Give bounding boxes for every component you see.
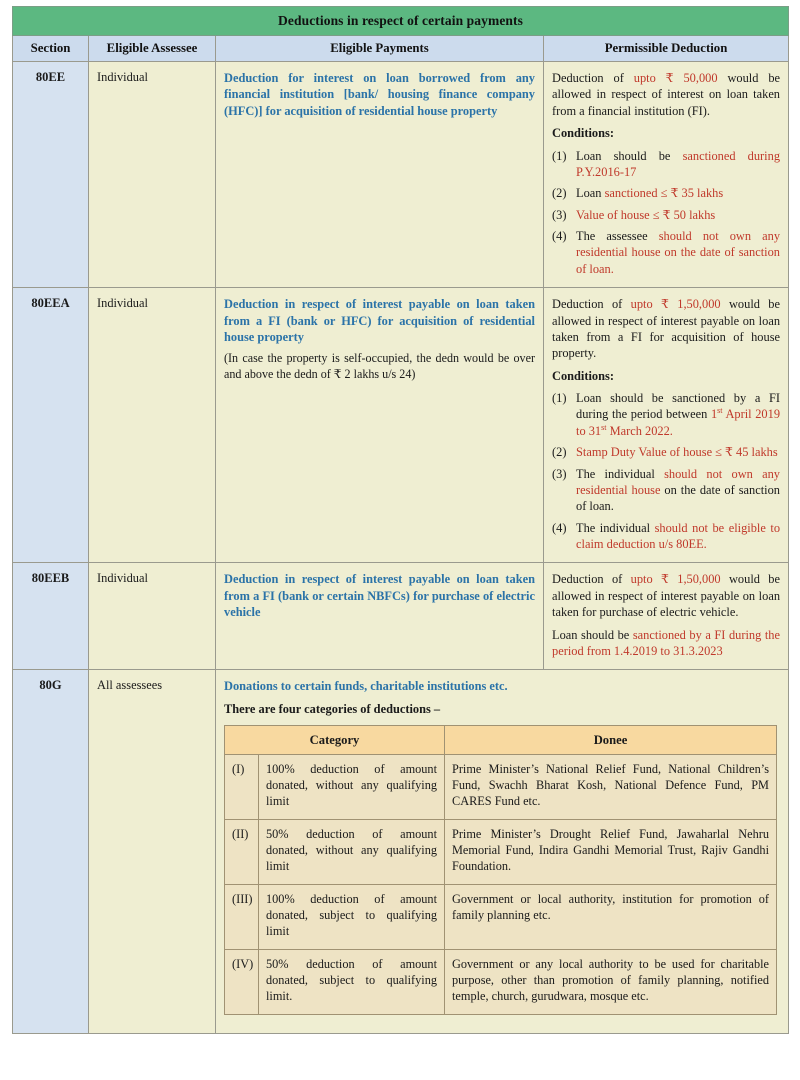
deduction-summary [552, 571, 780, 620]
deduction-intro: Deduction of [552, 71, 634, 85]
condition-highlight: 1st April 2019 to 31st March 2022. [576, 406, 781, 438]
superscript-ordinal: st [601, 422, 607, 432]
eligible-assessee: Individual [89, 62, 216, 288]
column-header-eligible-assessee: Eligible Assessee [89, 36, 216, 62]
column-header-section: Section [13, 36, 89, 62]
payments-heading: Deduction in respect of interest payable on loan taken from a FI (bank or certain NBFCs) for purchase of electric vehicle [224, 572, 535, 620]
deduction-extra-highlight: sanctioned by a FI during the period from 1.4.2019 to 31.3.2023 [552, 627, 781, 658]
deduction-intro: Deduction of [552, 297, 631, 312]
section-code: 80G [13, 670, 89, 1034]
column-header-permissible-deduction: Permissible Deduction [544, 36, 789, 62]
eligible-payments [216, 62, 544, 288]
condition-highlight: should not own any residential house [576, 466, 780, 497]
condition-item [552, 466, 780, 515]
category-description: 50% deduction of amount donated, without any qualifying limit [259, 820, 445, 885]
inner-column-header-category: Category [225, 726, 445, 755]
condition-marker: (2) [552, 186, 567, 201]
condition-item [552, 228, 780, 277]
deductions-table [12, 6, 789, 1034]
eligible-payments [216, 288, 544, 563]
payments-heading: Deduction in respect of interest payable on loan taken from a FI (bank or HFC) for acquisition of residential house property [224, 297, 535, 344]
condition-text [576, 466, 780, 515]
inner-table-head [225, 726, 777, 755]
payments-heading: Donations to certain funds, charitable institutions etc. [224, 679, 508, 694]
inner-table-row [225, 755, 777, 820]
condition-marker: (4) [552, 520, 567, 535]
table-title-row [13, 7, 789, 36]
table-head [13, 7, 789, 62]
inner-header-row [225, 726, 777, 755]
condition-item [552, 444, 780, 460]
inner-table-row [225, 820, 777, 885]
condition-pre: Loan should be [576, 148, 683, 163]
condition-text [576, 185, 780, 201]
table-header-row [13, 36, 789, 62]
conditions-list [552, 148, 780, 278]
condition-text [576, 390, 780, 439]
condition-item [552, 520, 780, 553]
condition-marker: (2) [552, 445, 567, 460]
condition-text [576, 207, 780, 223]
superscript-ordinal: st [717, 406, 723, 416]
eligible-assessee: Individual [89, 288, 216, 563]
condition-text [576, 444, 780, 460]
category-description: 100% deduction of amount donated, without any qualifying limit [259, 755, 445, 820]
condition-item [552, 148, 780, 181]
donee-description: Government or local authority, institution for promotion of family planning etc. [445, 885, 777, 950]
eligible-assessee: All assessees [89, 670, 216, 1034]
condition-highlight: should not be eligible to claim deduction u/s 80EE. [576, 520, 781, 551]
deduction-amount: upto ₹ 50,000 [633, 71, 718, 85]
column-header-eligible-payments: Eligible Payments [216, 36, 544, 62]
condition-pre: Loan [576, 186, 605, 201]
donee-description: Government or any local authority to be used for charitable purpose, other than promotion of family planning, notified temple, church, gurudwara, mosque etc. [445, 950, 777, 1015]
category-numeral: (III) [225, 885, 259, 950]
condition-text [576, 520, 780, 553]
table-row [13, 670, 789, 1034]
deduction-rest: would be allowed in respect of interest payable on loan taken from a FI for acquisition of house property. [552, 297, 781, 361]
condition-highlight: sanctioned during P.Y.2016-17 [576, 148, 781, 179]
inner-table-row [225, 950, 777, 1015]
eligible-payments [216, 563, 544, 670]
category-numeral: (II) [225, 820, 259, 885]
donation-categories-table [224, 725, 777, 1015]
deduction-summary [552, 70, 780, 119]
section-code: 80EEB [13, 563, 89, 670]
condition-marker: (3) [552, 207, 567, 222]
category-description: 50% deduction of amount donated, subject to qualifying limit. [259, 950, 445, 1015]
condition-marker: (3) [552, 466, 567, 481]
conditions-list [552, 390, 780, 552]
condition-marker: (4) [552, 229, 567, 243]
category-numeral: (I) [225, 755, 259, 820]
eligible-assessee: Individual [89, 563, 216, 670]
deduction-extra-pre: Loan should be [552, 627, 633, 642]
inner-table-row [225, 885, 777, 950]
table-row [13, 563, 789, 670]
conditions-label: Conditions: [552, 368, 614, 383]
condition-marker: (1) [552, 391, 567, 405]
deduction-rest: would be allowed in respect of interest on loan taken from a financial institution (FI). [552, 71, 781, 118]
deduction-intro: Deduction of [552, 572, 631, 587]
payments-note: (In case the property is self-occupied, the dedn would be over and above the dedn of ₹ 2 lakhs u/s 24) [224, 351, 535, 382]
conditions-label: Conditions: [552, 126, 614, 141]
table-row [13, 288, 789, 563]
category-description: 100% deduction of amount donated, subject to qualifying limit [259, 885, 445, 950]
inner-table-body [225, 755, 777, 1015]
payments-subheading: There are four categories of deductions – [224, 701, 441, 716]
category-numeral: (IV) [225, 950, 259, 1015]
condition-item [552, 390, 780, 439]
condition-highlight: should not own any residential house on the date of sanction of loan. [576, 229, 781, 276]
condition-highlight: sanctioned ≤ ₹ 35 lakhs [604, 186, 724, 201]
condition-text [576, 148, 780, 181]
permissible-deduction [544, 563, 789, 670]
deduction-rest: would be allowed in respect of interest payable on loan taken for purchase of electric vehicle. [552, 572, 781, 620]
condition-pre: The individual [576, 520, 655, 535]
permissible-deduction [544, 62, 789, 288]
condition-marker: (1) [552, 148, 567, 163]
deduction-summary [552, 296, 780, 362]
condition-pre: The individual [576, 466, 665, 481]
condition-text [576, 228, 780, 277]
table-title: Deductions in respect of certain payments [13, 7, 789, 36]
section-code: 80EE [13, 62, 89, 288]
condition-item [552, 185, 780, 201]
condition-pre: The assessee [576, 229, 659, 243]
donee-description: Prime Minister’s National Relief Fund, National Children’s Fund, Swachh Bharat Kosh, National Defence Fund, PM CARES Fund etc. [445, 755, 777, 820]
deduction-extra [552, 627, 780, 660]
table-body [13, 62, 789, 1034]
deduction-amount: upto ₹ 1,50,000 [630, 297, 721, 312]
condition-post: on the date of sanction of loan. [576, 482, 780, 514]
condition-highlight: Value of house ≤ ₹ 50 lakhs [576, 207, 716, 222]
inner-column-header-donee: Donee [445, 726, 777, 755]
eligible-payments [216, 670, 789, 1034]
table-row [13, 62, 789, 288]
payments-heading: Deduction for interest on loan borrowed from any financial institution [bank/ housing finance company (HFC)] for acquisition of residential house property [224, 71, 535, 118]
section-code: 80EEA [13, 288, 89, 563]
condition-post: of house ≤ ₹ 45 lakhs [666, 445, 778, 460]
condition-highlight: Stamp Duty Value [576, 445, 667, 460]
donee-description: Prime Minister’s Drought Relief Fund, Jawaharlal Nehru Memorial Fund, Indira Gandhi Memorial Trust, Rajiv Gandhi Foundation. [445, 820, 777, 885]
condition-item [552, 207, 780, 223]
condition-pre: Loan should be sanctioned by a FI during the period between [576, 391, 781, 422]
deduction-amount: upto ₹ 1,50,000 [630, 572, 721, 587]
permissible-deduction [544, 288, 789, 563]
